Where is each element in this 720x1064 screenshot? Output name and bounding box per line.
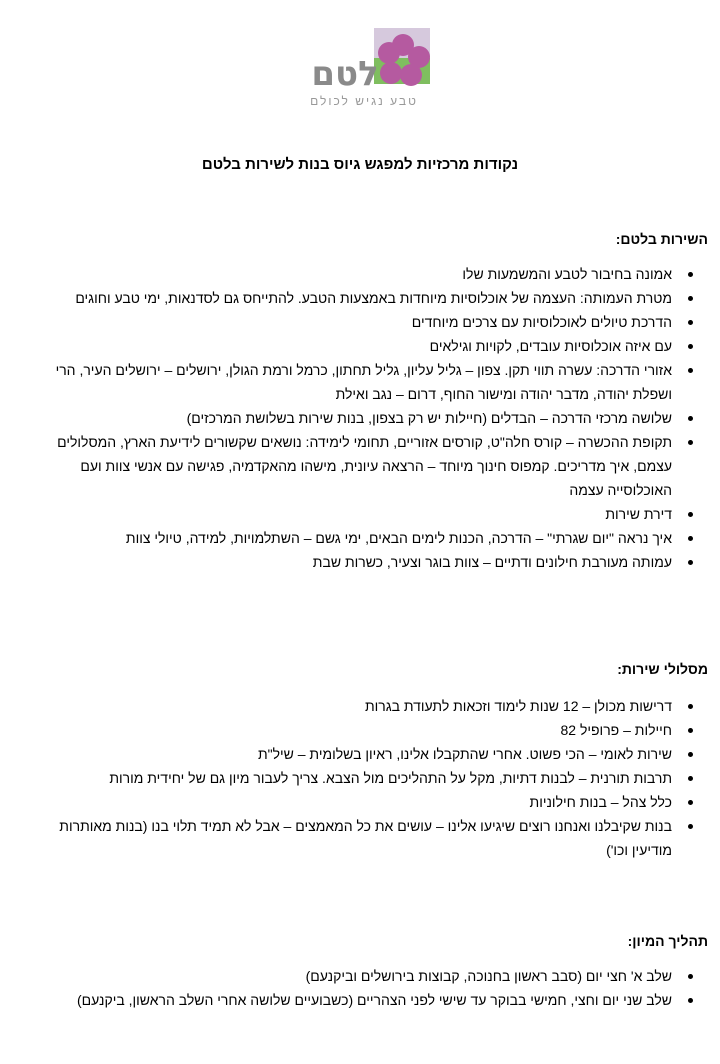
list-item: כלל צהל – בנות חילוניות <box>22 790 672 814</box>
list-item: הדרכת טיולים לאוכלוסיות עם צרכים מיוחדים <box>22 310 672 334</box>
list-item: תרבות תורנית – לבנות דתיות, מקל על התהליכים מול הצבא. צריך לעבור מיון גם של יחידית מורות <box>22 766 672 790</box>
list-item: עם איזה אוכלוסיות עובדים, לקויות וגילאים <box>22 334 672 358</box>
logo-slogan: טבע נגיש לכולם <box>310 94 418 108</box>
section-title-tracks: מסלולי שירות: <box>617 661 708 677</box>
section-title-service: השירות בלטם: <box>615 231 708 247</box>
document-title: נקודות מרכזיות למפגש גיוס בנות לשירות בלטם <box>201 156 519 173</box>
list-item: שלב שני יום וחצי, חמישי בבוקר עד שישי לפני הצהריים (כשבועיים שלושה אחרי השלב הראשון, ביקנעם) <box>22 988 672 1012</box>
tracks-list <box>22 694 720 862</box>
list-item: תקופת ההכשרה – קורס חלה"ט, קורסים אזוריים, תחומי לימידה: נושאים שקשורים לידיעת הארץ, המסלולים עצמם, איך מדריכים. קמפוס חינוך מיוחד – הרצאה עיונית, מישהו מהאקדמיה, פגישה עם אנשי צוות ועם האוכלוסייה עצמה <box>22 430 672 502</box>
list-item: חיילות – פרופיל 82 <box>22 718 672 742</box>
service-list <box>22 262 720 574</box>
latam-logo <box>300 24 440 110</box>
list-item: עמותה מעורבת חילונים ודתיים – צוות בוגר וצעיר, כשרות שבת <box>22 550 672 574</box>
list-item: אמונה בחיבור לטבע והמשמעות שלו <box>22 262 672 286</box>
list-item: שירות לאומי – הכי פשוט. אחרי שהתקבלו אלינו, ראיון בשלומית – שיל"ת <box>22 742 672 766</box>
list-item: שלושה מרכזי הדרכה – הבדלים (חיילות יש רק בצפון, בנות שירות בשלושת המרכזים) <box>22 406 672 430</box>
list-item: דירת שירות <box>22 502 672 526</box>
list-item: איך נראה "יום שגרתי" – הדרכה, הכנות לימים הבאים, ימי גשם – השתלמויות, למידה, טיולי צוות <box>22 526 672 550</box>
logo-wordmark: לטם <box>311 54 379 94</box>
section-title-screening: תהליך המיון: <box>627 933 708 949</box>
screening-list <box>22 964 720 1012</box>
list-item: דרישות מכולן – 12 שנות לימוד וזכאות לתעודת בגרות <box>22 694 672 718</box>
flower-petal-icon <box>380 62 402 84</box>
flower-petal-icon <box>400 64 422 86</box>
list-item: אזורי הדרכה: עשרה תווי תקן. צפון – גליל עליון, גליל תחתון, כרמל ורמת הגולן, ירושלים – ירושלים העיר, הרי ושפלת יהודה, מדבר יהודה ומישור החוף, דרום – נגב ואילת <box>22 358 672 406</box>
list-item: מטרת העמותה: העצמה של אוכלוסיות מיוחדות באמצעות הטבע. להתייחס גם לסדנאות, ימי טבע וחוגים <box>22 286 672 310</box>
list-item: שלב א' חצי יום (סבב ראשון בחנוכה, קבוצות בירושלים וביקנעם) <box>22 964 672 988</box>
list-item: בנות שקיבלנו ואנחנו רוצים שיגיעו אלינו – עושים את כל המאמצים – אבל לא תמיד תלוי בנו (בנות מאותרות מודיעין וכו') <box>22 814 672 862</box>
